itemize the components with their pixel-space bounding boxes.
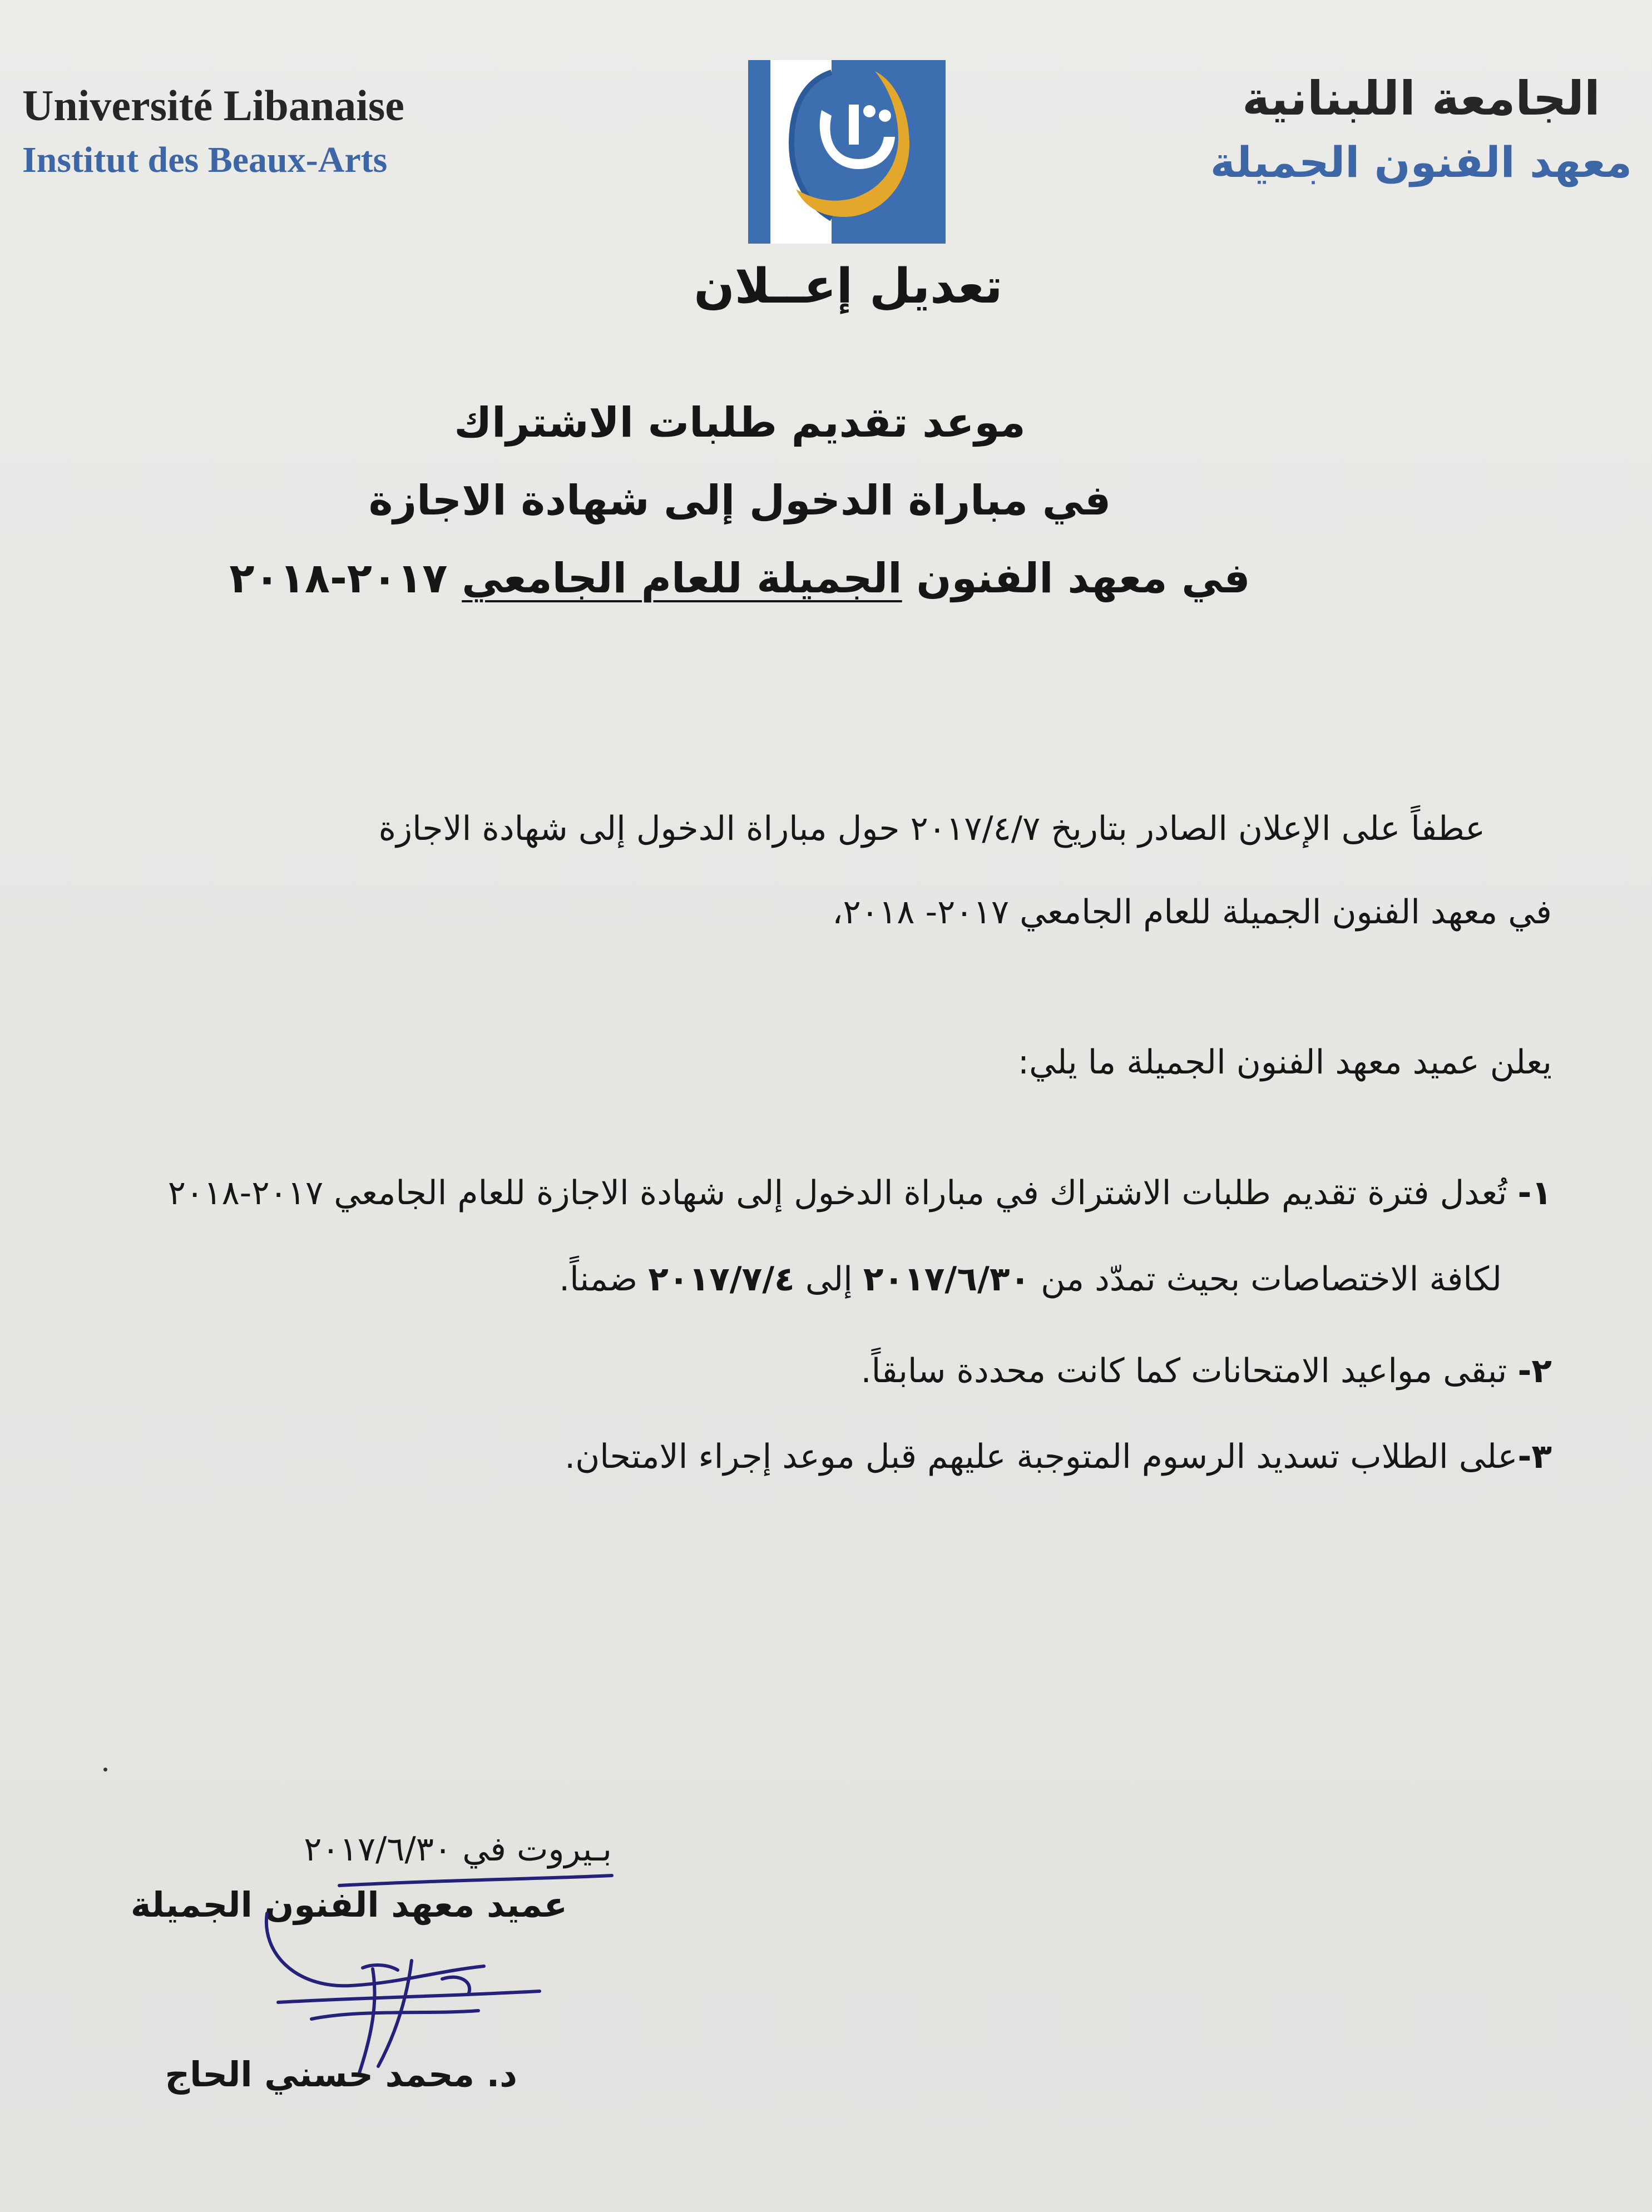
date-to: ٢٠١٧/٧/٤: [648, 1260, 795, 1299]
title-line-3-end: ٢٠١٧-٢٠١٨: [229, 555, 462, 602]
item-1-line-1: [72, 1165, 1552, 1221]
item-1-line-2: [72, 1251, 1552, 1307]
header-arabic: [1210, 66, 1633, 194]
item-1-text-part-3: ضمناً.: [559, 1260, 649, 1299]
place-and-date: بـيروت في ٢٠١٧/٦/٣٠: [304, 1830, 612, 1869]
title-underlined-text: الجميلة للعام الجامعي: [462, 555, 902, 602]
document-title: [222, 384, 1257, 617]
item-2-text: تبقى مواعيد الامتحانات كما كانت محددة سابقاً.: [860, 1352, 1518, 1390]
dean-title: عميد معهد الفنون الجميلة: [130, 1884, 567, 1925]
dean-name: د. محمد حسني الحاج: [165, 2054, 517, 2095]
reference-paragraph: [72, 801, 1552, 940]
item-1-text: تُعدل فترة تقديم طلبات الاشتراك في مباراة الدخول إلى شهادة الاجازة للعام الجامعي ٢٠١٧-٢٠١٨: [167, 1174, 1518, 1213]
announcement-title: تعديل إعــلان: [694, 259, 1003, 314]
list-item: [72, 1343, 1552, 1429]
university-name-french: Université Libanaise: [22, 81, 404, 130]
reference-line-1: عطفاً على الإعلان الصادر بتاريخ ٢٠١٧/٤/٧ حول مباراة الدخول إلى شهادة الاجازة: [378, 809, 1485, 848]
date-from: ٢٠١٧/٦/٣٠: [863, 1260, 1031, 1299]
title-line-1: موعد تقديم طلبات الاشتراك: [454, 399, 1026, 447]
lebanese-university-logo-icon: [748, 60, 946, 244]
list-item: [72, 1429, 1552, 1515]
university-name-arabic: الجامعة اللبنانية: [1242, 71, 1600, 126]
item-3-text: على الطلاب تسديد الرسوم المتوجبة عليهم قبل موعد إجراء الامتحان.: [565, 1437, 1518, 1476]
item-number: ٢-: [1517, 1352, 1552, 1390]
announcement-items: [72, 1165, 1552, 1515]
list-item: [72, 1165, 1552, 1343]
reference-line-2: في معهد الفنون الجميلة للعام الجامعي ٢٠١٧- ٢٠١٨،: [832, 893, 1552, 932]
header-french: [22, 78, 523, 187]
title-line-2: في مباراة الدخول إلى شهادة الاجازة: [368, 477, 1111, 524]
institute-name-arabic: معهد الفنون الجميلة: [1210, 137, 1633, 187]
announcement-intro: يعلن عميد معهد الفنون الجميلة ما يلي:: [1017, 1043, 1552, 1082]
title-line-3: [222, 540, 1257, 617]
ink-dot: [103, 1768, 107, 1771]
item-number: ٣-: [1517, 1437, 1552, 1476]
item-1-text-part-2: إلى: [794, 1260, 863, 1299]
item-number: ١-: [1517, 1174, 1552, 1213]
title-line-3-start: في معهد الفنون: [902, 555, 1250, 602]
institute-name-french: Institut des Beaux-Arts: [22, 140, 388, 180]
item-1-text-part-1: لكافة الاختصاصات بحيث تمدّد من: [1030, 1260, 1502, 1299]
